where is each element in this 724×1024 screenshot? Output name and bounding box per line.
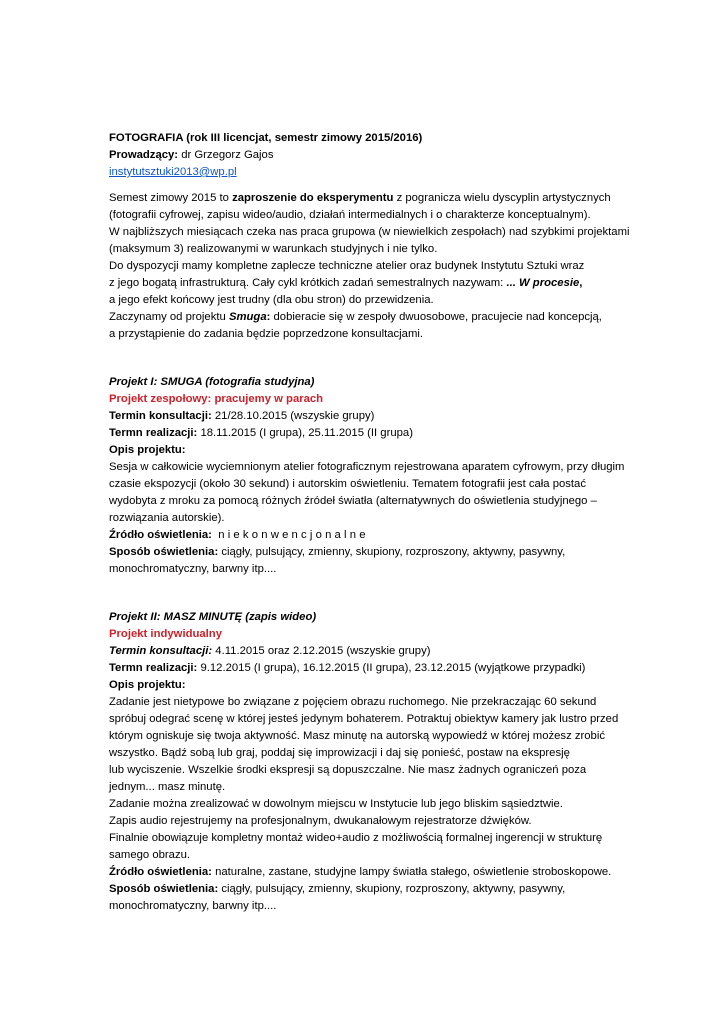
- email-link[interactable]: instytutsztuki2013@wp.pl: [109, 166, 237, 178]
- intro-line-9: a przystąpienie do zadania będzie poprzedzone konsultacjami.: [109, 328, 424, 340]
- project2-desc-label: Opis projektu:: [109, 679, 186, 691]
- project2-desc-line: lub wyciszenie. Wszelkie środki ekspresji są dopuszczalne. Nie masz żadnych ograniczeń poza: [109, 764, 587, 776]
- project2-desc-line: Finalnie obowiązuje kompletny montaż wideo+audio z możliwością formalnej ingerencji w strukturę: [109, 832, 603, 844]
- project1-consult: [109, 408, 629, 425]
- document-page: [109, 130, 629, 915]
- intro-line-1: [109, 190, 629, 207]
- project2-desc-line: wszystko. Bądź sobą lub graj, poddaj się improwizacji i daj się ponieść, postaw na ekspresję: [109, 747, 570, 759]
- intro-line-5: Do dyspozycji mamy kompletne zaplecze techniczne atelier oraz budynek Instytutu Sztuki wraz: [109, 260, 585, 272]
- field-value: naturalne, zastane, studyjne lampy światła stałego, oświetlenie stroboskopowe.: [211, 866, 612, 878]
- project2-method-cont: monochromatyczny, barwny itp....: [109, 900, 277, 912]
- field-value: 18.11.2015 (I grupa), 25.11.2015 (II grupa): [197, 427, 413, 439]
- project2-method: [109, 881, 629, 898]
- project2-desc-line: którym ogniskuje się twoja aktywność. Masz minutę na autorską wypowiedź w której możesz zrobić: [109, 730, 605, 742]
- intro-line-2: (fotografii cyfrowej, zapisu wideo/audio, działań intermedialnych i o charakterze konceptualnym).: [109, 209, 591, 221]
- field-value: ciągły, pulsujący, zmienny, skupiony, rozproszony, aktywny, pasywny,: [218, 546, 566, 558]
- project1-type: Projekt zespołowy: pracujemy w parach: [109, 393, 324, 405]
- intro-text: dobieracie się w zespoły dwuosobowe, pracujecie nad koncepcją,: [270, 311, 602, 323]
- project2-title: Projekt II: MASZ MINUTĘ (zapis wideo): [109, 611, 317, 623]
- intro-line-8: [109, 309, 629, 326]
- project2-desc-line: Zadanie można zrealizować w dowolnym miejscu w Instytucie lub jego bliskim sąsiedztwie.: [109, 798, 563, 810]
- course-title: FOTOGRAFIA (rok III licencjat, semestr zimowy 2015/2016): [109, 132, 423, 144]
- project1-desc-label: Opis projektu:: [109, 444, 186, 456]
- field-label: Termin konsultacji:: [109, 410, 212, 422]
- field-value: 4.11.2015 oraz 2.12.2015 (wszyskie grupy): [212, 645, 431, 657]
- intro-text: z jego bogatą infrastrukturą. Cały cykl krótkich zadań semestralnych nazywam:: [109, 277, 507, 289]
- project2-desc-line: Zadanie jest nietypowe bo związane z pojęciem obrazu ruchomego. Nie przekraczając 60 sekund: [109, 696, 597, 708]
- field-value: niekonwencjonalne: [218, 529, 369, 541]
- field-value: 9.12.2015 (I grupa), 16.12.2015 (II grupa), 23.12.2015 (wyjątkowe przypadki): [197, 662, 586, 674]
- intro-text: z pogranicza wielu dyscyplin artystycznych: [393, 192, 611, 204]
- lecturer-label: Prowadzący:: [109, 149, 179, 161]
- project1-desc-line: wydobyta z mroku za pomocą różnych źródeł światła (alternatywnych do oświetlenia studyjnego –: [109, 495, 597, 507]
- project2-realize: [109, 660, 629, 677]
- intro-line-6: [109, 275, 629, 292]
- field-label: Sposób oświetlenia:: [109, 546, 219, 558]
- project1-desc-line: czasie ekspozycji (około 30 sekund) i autorskim oświetleniu. Tematem fotografii jest cała postać: [109, 478, 586, 490]
- project2-desc-line: jednym... masz minutę.: [109, 781, 226, 793]
- project2-type: Projekt indywidualny: [109, 628, 222, 640]
- field-value: 21/28.10.2015 (wszyskie grupy): [211, 410, 375, 422]
- field-label: Termin konsultacji:: [109, 645, 213, 657]
- intro-line-4: (maksymum 3) realizowanymi w warunkach studyjnych i nie tylko.: [109, 243, 438, 255]
- intro-emphasis: Smuga: [228, 311, 267, 323]
- project1-method-cont: monochromatyczny, barwny itp....: [109, 563, 277, 575]
- intro-text: Semest zimowy 2015 to: [109, 192, 233, 204]
- intro-text: :: [266, 311, 271, 323]
- project1-desc-line: rozwiązania autorskie).: [109, 512, 225, 524]
- project1-title: Projekt I: SMUGA (fotografia studyjna): [109, 376, 315, 388]
- project2-desc-line: samego obrazu.: [109, 849, 191, 861]
- project2-desc-line: spróbuj odegrać scenę w której jesteś jedynym bohaterem. Potraktuj obiektyw kamery jak lustro przed: [109, 713, 619, 725]
- lecturer-line: [109, 147, 629, 164]
- intro-line-7: a jego efekt końcowy jest trudny (dla obu stron) do przewidzenia.: [109, 294, 434, 306]
- field-label: Termn realizacji:: [109, 427, 198, 439]
- field-label: Termn realizacji:: [109, 662, 198, 674]
- field-label: Sposób oświetlenia:: [109, 883, 219, 895]
- intro-text: ,: [579, 277, 583, 289]
- field-label: Źródło oświetlenia:: [109, 529, 212, 541]
- project1-realize: [109, 425, 629, 442]
- project1-desc-line: Sesja w całkowicie wyciemnionym atelier fotograficznym rejestrowana aparatem cyfrowym, przy długim: [109, 461, 625, 473]
- project2-desc-line: Zapis audio rejestrujemy na profesjonalnym, dwukanałowym rejestratorze dźwięków.: [109, 815, 532, 827]
- project2-consult: [109, 643, 629, 660]
- field-label: Źródło oświetlenia:: [109, 866, 212, 878]
- project2-source: [109, 864, 629, 881]
- project1-method: [109, 544, 629, 561]
- intro-line-3: W najbliższych miesiącach czeka nas praca grupowa (w niewielkich zespołach) nad szybkimi projektami: [109, 226, 630, 238]
- intro-emphasis: ... W procesie: [506, 277, 580, 289]
- intro-emphasis: zaproszenie do eksperymentu: [232, 192, 394, 204]
- intro-text: Zaczynamy od projektu: [109, 311, 229, 323]
- lecturer-name: dr Grzegorz Gajos: [178, 149, 274, 161]
- field-value: ciągły, pulsujący, zmienny, skupiony, rozproszony, aktywny, pasywny,: [218, 883, 566, 895]
- email-line: [109, 164, 629, 181]
- project1-source: [109, 527, 629, 544]
